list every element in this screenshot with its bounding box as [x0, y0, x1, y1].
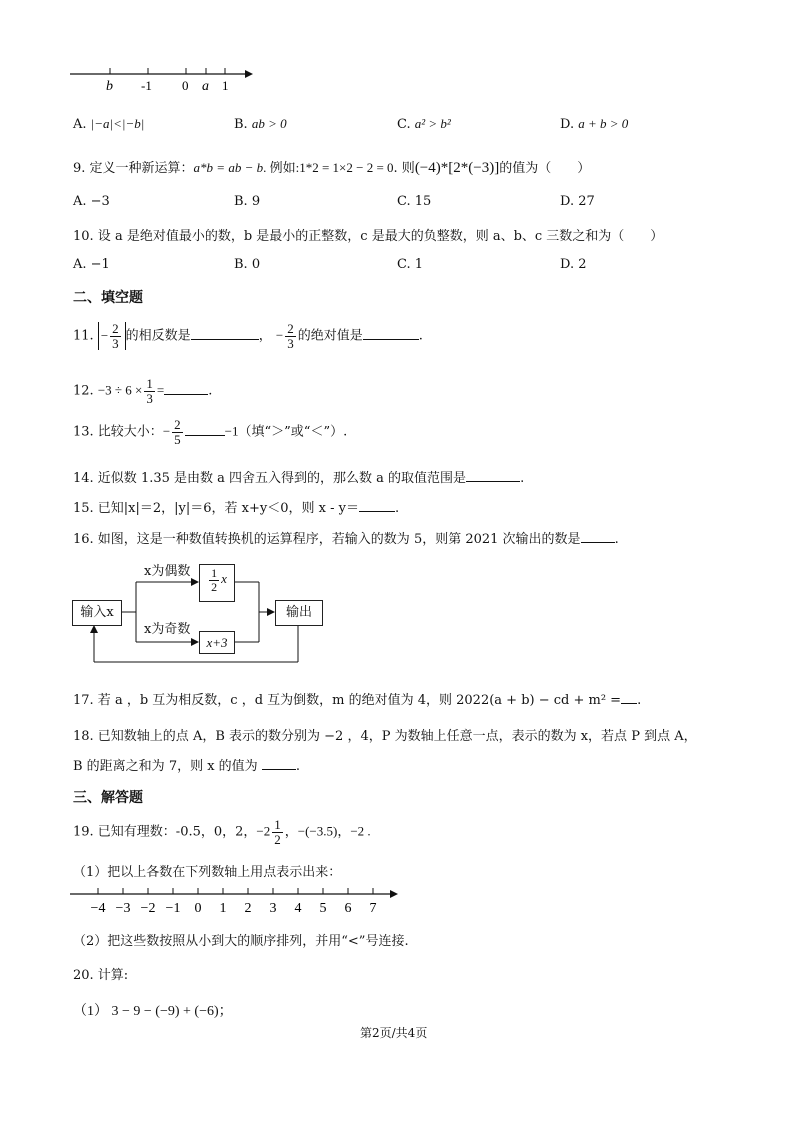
top-number-line: [70, 62, 260, 94]
numberline-tick-label: 4: [294, 901, 302, 916]
flow-even-op-box: $\frac{1}{2}$ x: [199, 564, 235, 602]
flow-even-label: x为偶数: [144, 564, 191, 579]
q9-option-a: A. −3: [73, 194, 110, 209]
numberline-tick-label: −4: [90, 901, 106, 916]
q9-option-d: D. 27: [560, 194, 595, 209]
q8-option-d: D. a + b > 0: [560, 116, 629, 132]
q16-question: 16. 如图，这是一种数值转换机的运算程序，若输入的数为 5，则第 2021 次输出的数是 .: [73, 532, 619, 547]
numberline-tick-label: 0: [194, 901, 202, 916]
numberline-tick-label: 7: [369, 901, 377, 916]
q9-option-b: B. 9: [234, 194, 261, 209]
flow-odd-label: x为奇数: [144, 622, 191, 637]
q19-part1: （1）把以上各数在下列数轴上用点表示出来：: [73, 865, 342, 880]
numberline-tick-label: 2: [244, 901, 252, 916]
q10-option-b: B. 0: [234, 257, 261, 272]
q8-option-b: B. ab > 0: [234, 116, 287, 132]
numberline-tick-label: −2: [140, 901, 156, 916]
q9-question: 9. 定义一种新运算：a*b = ab − b. 例如:1*2 = 1×2 − 2 = 0. 则(−4)*[2*(−3)]的值为（ ）: [73, 160, 591, 176]
q19-number-line: [70, 884, 410, 920]
q8-option-c: C. a² > b²: [397, 116, 451, 132]
q17-question: 17. 若 a ，b 互为相反数，c ，d 互为倒数，m 的绝对值为 4，则 2022(a + b) − cd + m² = .: [73, 693, 642, 708]
numberline-tick-label: 3: [269, 901, 277, 916]
q12-question: 12. −3 ÷ 6 × $\frac{1}{3}$ = .: [73, 376, 213, 406]
section-answer-heading: 三、解答题: [73, 790, 143, 806]
flow-odd-op-box: x+3: [199, 631, 235, 654]
q19-question: 19. 已知有理数：-0.5，0，2，−2 $\frac{1}{2}$ ，−(−3.5)，−2 .: [73, 817, 371, 847]
q10-option-d: D. 2: [560, 257, 587, 272]
section-fill-in-heading: 二、填空题: [73, 290, 143, 306]
numberline-label-a: a: [202, 79, 209, 94]
q11-question: 11. − $\frac{2}{3}$ 的相反数是 ， − $\frac{2}{3}$ 的绝对值是 .: [73, 321, 423, 351]
numberline-tick-label: −3: [115, 901, 131, 916]
q20-question: 20. 计算:: [73, 968, 129, 983]
q10-question: 10. 设 a 是绝对值最小的数，b 是最小的正整数，c 是最大的负整数，则 a、b、c 三数之和为（ ）: [73, 229, 664, 244]
numberline-label-b: b: [106, 79, 113, 94]
q10-option-c: C. 1: [397, 257, 424, 272]
numberline-label-1: 1: [222, 78, 229, 93]
page-footer: 第2页/共4页: [360, 1026, 428, 1040]
q9-option-c: C. 15: [397, 194, 432, 209]
numberline-tick-label: 5: [319, 901, 327, 916]
q13-question: 13. 比较大小：− $\frac{2}{5}$ −1（填“＞”或“＜”）.: [73, 417, 348, 447]
flowchart: [70, 556, 330, 666]
flow-input-box: 输入x: [72, 600, 122, 626]
numberline-label-0: 0: [182, 78, 189, 93]
numberline-tick-label: −1: [165, 901, 181, 916]
q14-question: 14. 近似数 1.35 是由数 a 四舍五入得到的，那么数 a 的取值范围是 .: [73, 471, 525, 486]
flow-output-box: 输出: [275, 600, 323, 626]
q20-part1: （1） 3 − 9 − (−9) + (−6)；: [73, 1004, 233, 1019]
q19-part2: （2）把这些数按照从小到大的顺序排列，并用“<”号连接.: [73, 934, 409, 949]
q18-line1: 18. 已知数轴上的点 A，B 表示的数分别为 −2 ，4，P 为数轴上任意一点，表示的数为 x，若点 P 到点 A，: [73, 729, 697, 744]
q8-option-a: A. |−a|<|−b|: [73, 116, 145, 132]
q15-question: 15. 已知|x|＝2，|y|＝6，若 x+y＜0，则 x - y＝ .: [73, 501, 400, 516]
numberline-label-neg1: -1: [141, 78, 152, 93]
numberline-tick-label: 1: [219, 901, 227, 916]
q10-option-a: A. −1: [73, 257, 110, 272]
q18-line2: B 的距离之和为 7，则 x 的值为 .: [73, 759, 300, 774]
numberline-tick-label: 6: [344, 901, 352, 916]
